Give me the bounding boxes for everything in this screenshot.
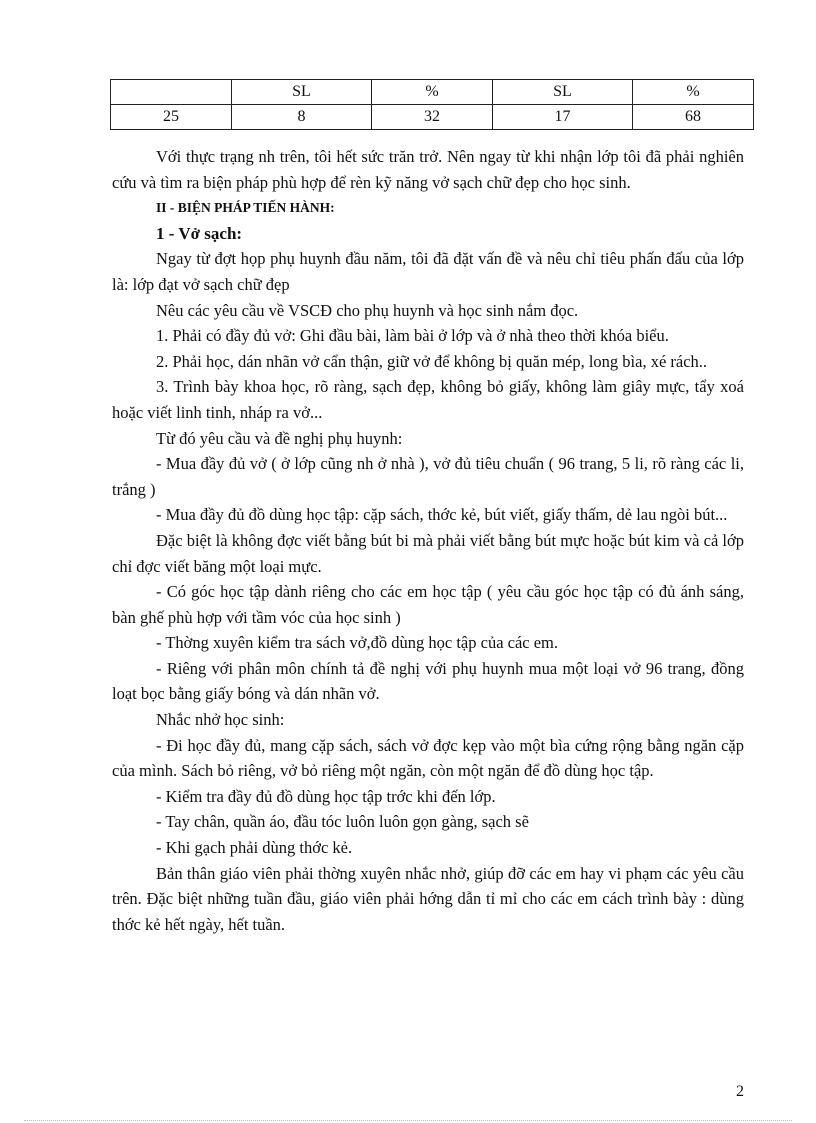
table-cell: 32	[371, 105, 492, 130]
paragraph: Bản thân giáo viên phải thờng xuyên nhắc nhở, giúp đỡ các em hay vi phạm các yêu cầu trên. Đặc biệt những tuần đầu, giáo viên phải hớng dẫn tỉ mỉ cho các em cách trình bày : dùng thớc kẻ hết ngày, hết tuần.	[112, 863, 744, 934]
list-item: - Tay chân, quần áo, đầu tóc luôn luôn gọn gàng, sạch sẽ	[156, 812, 529, 832]
table-cell: 8	[231, 105, 371, 130]
table-cell: 25	[111, 105, 232, 130]
table-cell: %	[371, 80, 492, 105]
table-cell: SL	[231, 80, 371, 105]
table-cell: 68	[632, 105, 753, 130]
list-item: - Đi học đầy đủ, mang cặp sách, sách vở đợc kẹp vào một bìa cứng rộng bằng ngăn cặp của mình. Sách bỏ riêng, vở bỏ riêng một ngăn, còn một ngăn để đồ dùng học tập.	[112, 735, 744, 781]
list-item: 3. Trình bày khoa học, rõ ràng, sạch đẹp, không bỏ giấy, không làm giây mực, tẩy xoá hoặc viết linh tinh, nháp ra vở...	[112, 377, 744, 422]
paragraph: Đặc biệt là không đợc viết bằng bút bi mà phải viết bằng bút mực hoặc bút kim và cả lớp chỉ đợc viết băng một loại mực.	[112, 530, 744, 576]
subsection-heading: 1 - Vở sạch:	[156, 223, 243, 243]
paragraph: Ngay từ đợt họp phụ huynh đầu năm, tôi đã đặt vấn đề và nêu chỉ tiêu phấn đấu của lớp là: lớp đạt vở sạch chữ đẹp	[112, 249, 744, 294]
paragraph: Từ đó yêu cầu và đề nghị phụ huynh:	[156, 428, 403, 448]
list-item: - Mua đầy đủ đồ dùng học tập: cặp sách, thớc kẻ, bút viết, giấy thấm, dẻ lau ngòi bút...	[156, 505, 728, 525]
table-row	[111, 80, 754, 105]
list-item: - Khi gạch phải dùng thớc kẻ.	[156, 838, 353, 858]
table-cell: SL	[492, 80, 632, 105]
list-item: 2. Phải học, dán nhãn vở cẩn thận, giữ vở để không bị quăn mép, long bìa, xé rách..	[156, 351, 708, 371]
statistics-table	[110, 79, 754, 130]
table-row	[111, 105, 754, 130]
section-heading: II - BIỆN PHÁP TIẾN HÀNH:	[156, 200, 335, 216]
list-item: - Riêng với phân môn chính tả đề nghị với phụ huynh mua một loại vở 96 trang, đồng loạt bọc bằng giấy bóng và dán nhãn vở.	[112, 658, 744, 704]
table-cell: %	[632, 80, 753, 105]
list-item: 1. Phải có đầy đủ vở: Ghi đầu bài, làm bài ở lớp và ở nhà theo thời khóa biểu.	[156, 326, 669, 346]
body-text	[112, 144, 744, 937]
list-item: - Thờng xuyên kiểm tra sách vở,đồ dùng học tập của các em.	[156, 633, 559, 653]
list-item: - Mua đầy đủ vở ( ở lớp cũng nh ở nhà ), vở đủ tiêu chuẩn ( 96 trang, 5 li, rõ ràng các li, trắng )	[112, 454, 744, 499]
paragraph: Nhắc nhở học sinh:	[156, 710, 285, 730]
footer-divider	[24, 1120, 792, 1121]
paragraph: Với thực trạng nh trên, tôi hết sức trăn trở. Nên ngay từ khi nhận lớp tôi đã phải nghiên cứu và tìm ra biện pháp phù hợp để rèn kỹ năng vở sạch chữ đẹp cho học sinh.	[112, 147, 744, 192]
table-cell	[111, 80, 232, 105]
list-item: - Kiểm tra đầy đủ đồ dùng học tập trớc khi đến lớp.	[156, 786, 496, 806]
page-number: 2	[736, 1083, 744, 1100]
paragraph: Nêu các yêu cầu về VSCĐ cho phụ huynh và học sinh nắm đọc.	[156, 300, 579, 320]
table-cell: 17	[492, 105, 632, 130]
list-item: - Có góc học tập dành riêng cho các em học tập ( yêu cầu góc học tập có đủ ánh sáng, bàn ghế phù hợp với tầm vóc của học sinh )	[112, 582, 744, 627]
